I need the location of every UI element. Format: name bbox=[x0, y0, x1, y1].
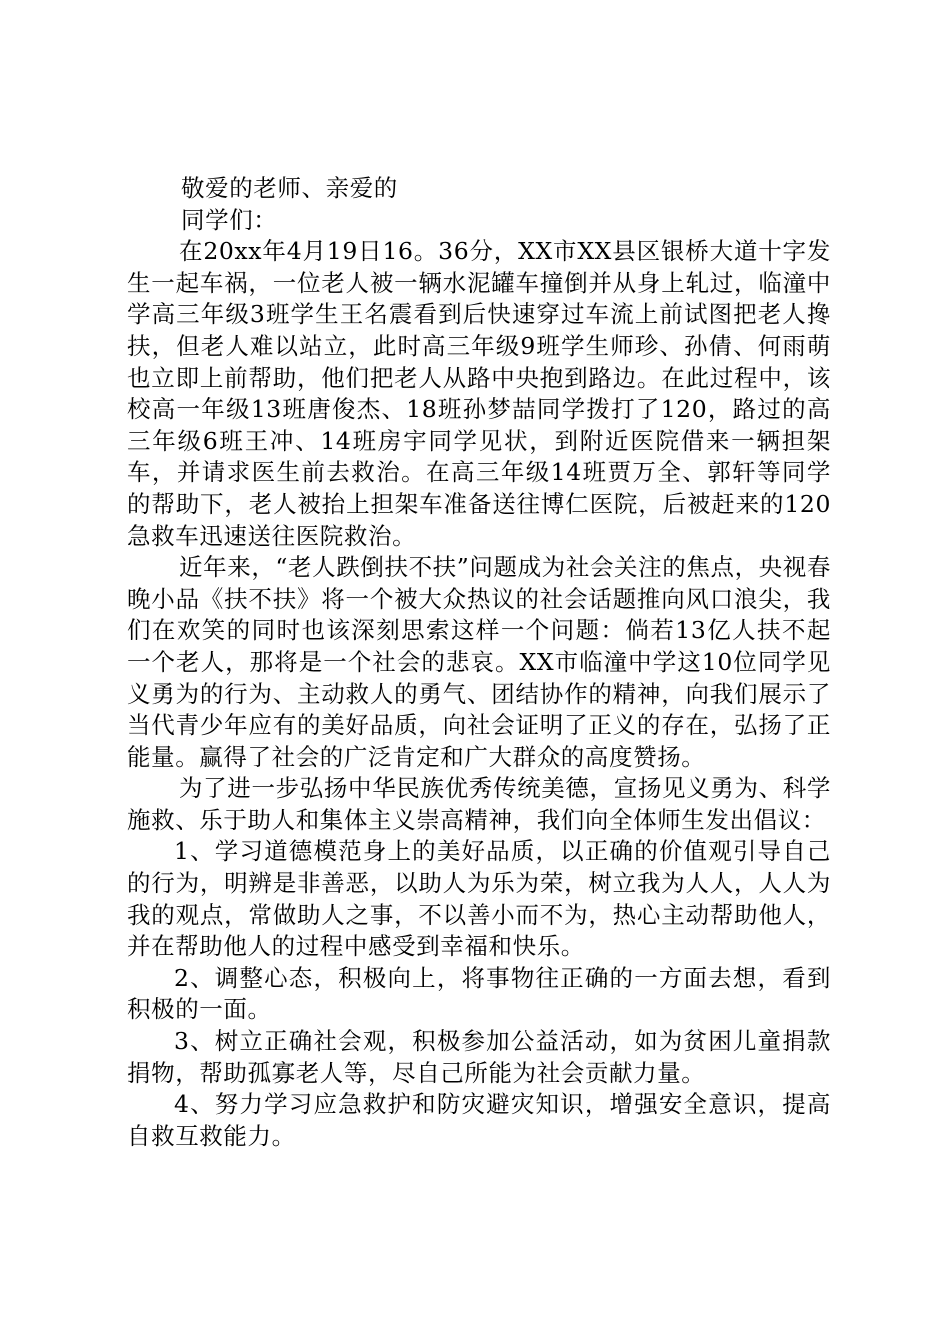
proposal-item-2: 2、调整心态，积极向上，将事物往正确的一方面去想，看到积极的一面。 bbox=[127, 963, 831, 1024]
paragraph-incident: 在20xx年4月19日16。36分，XX市XX县区银桥大道十字发生一起车祸，一位老人被一辆水泥罐车撞倒并从身上轧过，临潼中学高三年级3班学生王名震看到后快速穿过车流上前试图把老人搀扶，但老人难以站立，此时高三年级9班学生师珍、孙倩、何雨萌也立即上前帮助，他们把老人从路中央抱到路边。在此过程中，该校高一年级13班唐俊杰、18班孙梦喆同学拨打了120，路过的高三年级6班王冲、14班房宇同学见状，到附近医院借来一辆担架车，并请求医生前去救治。在高三年级14班贾万全、郭轩等同学的帮助下，老人被抬上担架车准备送往博仁医院，后被赶来的120急救车迅速送往医院救治。 bbox=[127, 237, 831, 550]
proposal-item-4: 4、努力学习应急救护和防灾避灾知识，增强安全意识，提高自救互救能力。 bbox=[127, 1090, 831, 1150]
proposal-item-3: 3、树立正确社会观，积极参加公益活动，如为贫困儿童捐款捐物，帮助孤寡老人等，尽自己所能为社会贡献力量。 bbox=[127, 1027, 831, 1087]
greeting-line-2: 同学们： bbox=[181, 205, 278, 234]
greeting-line-1: 敬爱的老师、亲爱的 bbox=[181, 174, 398, 202]
paragraph-reflection: 近年来，“老人跌倒扶不扶”问题成为社会关注的焦点，央视春晚小品《扶不扶》将一个被大众热议的社会话题推向风口浪尖，我们在欢笑的同时也该深刻思索这样一个问题：倘若13亿人扶不起一个老人，那将是一个社会的悲哀。XX市临潼中学这10位同学见义勇为的行为、主动救人的勇气、团结协作的精神，向我们展示了当代青少年应有的美好品质，向社会证明了正义的存在，弘扬了正能量。赢得了社会的广泛肯定和广大群众的高度赞扬。 bbox=[127, 553, 831, 771]
paragraph-proposal-intro: 为了进一步弘扬中华民族优秀传统美德，宣扬见义勇为、科学施救、乐于助人和集体主义崇高精神，我们向全体师生发出倡议： bbox=[127, 774, 831, 834]
proposal-item-1: 1、学习道德模范身上的美好品质，以正确的价值观引导自己的行为，明辨是非善恶，以助人为乐为荣，树立我为人人，人人为我的观点，常做助人之事，不以善小而不为，热心主动帮助他人，并在帮助他人的过程中感受到幸福和快乐。 bbox=[127, 837, 831, 961]
document-body bbox=[127, 173, 831, 1152]
